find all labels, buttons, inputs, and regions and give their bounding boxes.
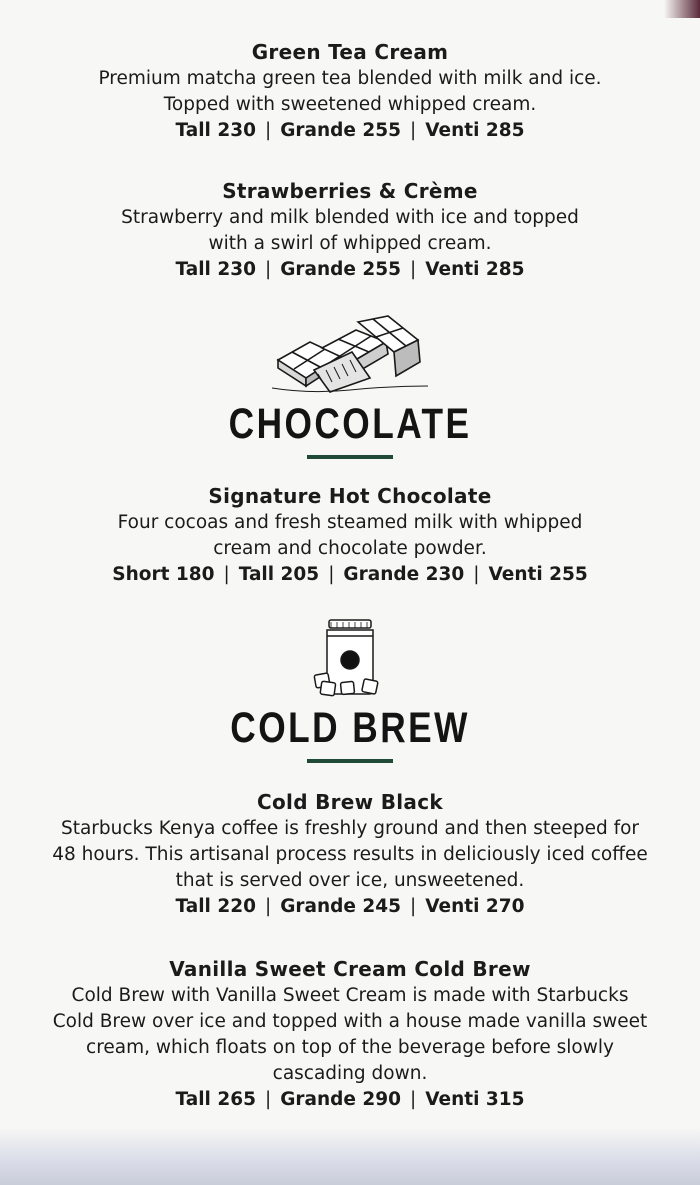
price: Grande 290 [280, 1089, 401, 1110]
item-description [0, 205, 700, 257]
description-line: Strawberry and milk blended with ice and topped [121, 207, 579, 228]
item-prices [0, 564, 700, 585]
price-separator: | [410, 1089, 417, 1110]
description-line: that is served over ice, unsweetened. [175, 870, 525, 891]
price-separator: | [410, 896, 417, 917]
description-line: Cold Brew over ice and topped with a house made vanilla sweet [52, 1011, 648, 1032]
price: Tall 220 [175, 896, 256, 917]
price: Venti 255 [488, 564, 588, 585]
description-line: cream and chocolate powder. [213, 538, 487, 559]
section-underline [307, 455, 393, 459]
section-underline [307, 759, 393, 763]
item-prices [0, 120, 700, 141]
item-name: Vanilla Sweet Cream Cold Brew [169, 957, 531, 981]
price: Venti 270 [425, 896, 525, 917]
item-prices [0, 896, 700, 917]
section-title: CHOCOLATE [228, 400, 472, 448]
price-separator: | [410, 259, 417, 280]
menu-item [0, 179, 700, 280]
section-title: COLD BREW [230, 704, 470, 752]
item-name: Strawberries & Crème [222, 179, 478, 203]
price: Tall 230 [175, 120, 256, 141]
price-separator: | [410, 120, 417, 141]
price: Short 180 [112, 564, 215, 585]
price: Grande 255 [280, 259, 401, 280]
item-name: Green Tea Cream [251, 40, 449, 64]
item-description [0, 816, 700, 894]
price: Grande 245 [280, 896, 401, 917]
menu-item [0, 790, 700, 917]
price: Tall 265 [175, 1089, 256, 1110]
price: Venti 285 [425, 259, 525, 280]
section-cold-brew [0, 618, 700, 763]
page-bottom-edge [0, 1127, 700, 1185]
description-line: Premium matcha green tea blended with milk and ice. [98, 68, 602, 89]
description-line: Four cocoas and fresh steamed milk with whipped [117, 512, 583, 533]
item-description [0, 983, 700, 1087]
price-separator: | [264, 120, 272, 141]
chocolate-bar-icon [270, 312, 430, 396]
description-line: 48 hours. This artisanal process results in deliciously iced coffee [52, 844, 648, 865]
menu-item [0, 957, 700, 1110]
price-separator: | [328, 564, 335, 585]
item-name: Cold Brew Black [257, 790, 443, 814]
description-line: Cold Brew with Vanilla Sweet Cream is made with Starbucks [71, 985, 629, 1006]
section-chocolate [0, 312, 700, 459]
item-description [0, 510, 700, 562]
price-separator: | [473, 564, 480, 585]
price-separator: | [264, 1089, 272, 1110]
item-prices [0, 259, 700, 280]
price: Tall 205 [238, 564, 320, 585]
price: Grande 230 [343, 564, 465, 585]
price-separator: | [264, 896, 272, 917]
page-corner [664, 0, 700, 18]
price: Grande 255 [280, 120, 401, 141]
description-line: cream, which floats on top of the beverage before slowly [86, 1037, 614, 1058]
item-description [0, 66, 700, 118]
menu-item [0, 484, 700, 585]
price: Venti 315 [425, 1089, 525, 1110]
description-line: with a swirl of whipped cream. [208, 233, 492, 254]
description-line: Topped with sweetened whipped cream. [163, 94, 537, 115]
price: Venti 285 [425, 120, 525, 141]
price: Tall 230 [175, 259, 256, 280]
description-line: cascading down. [272, 1063, 428, 1084]
item-name: Signature Hot Chocolate [208, 484, 492, 508]
item-prices [0, 1089, 700, 1110]
price-separator: | [223, 564, 230, 585]
cold-brew-jar-icon [305, 618, 395, 700]
description-line: Starbucks Kenya coffee is freshly ground and then steeped for [60, 818, 640, 839]
menu-item [0, 40, 700, 141]
price-separator: | [264, 259, 272, 280]
